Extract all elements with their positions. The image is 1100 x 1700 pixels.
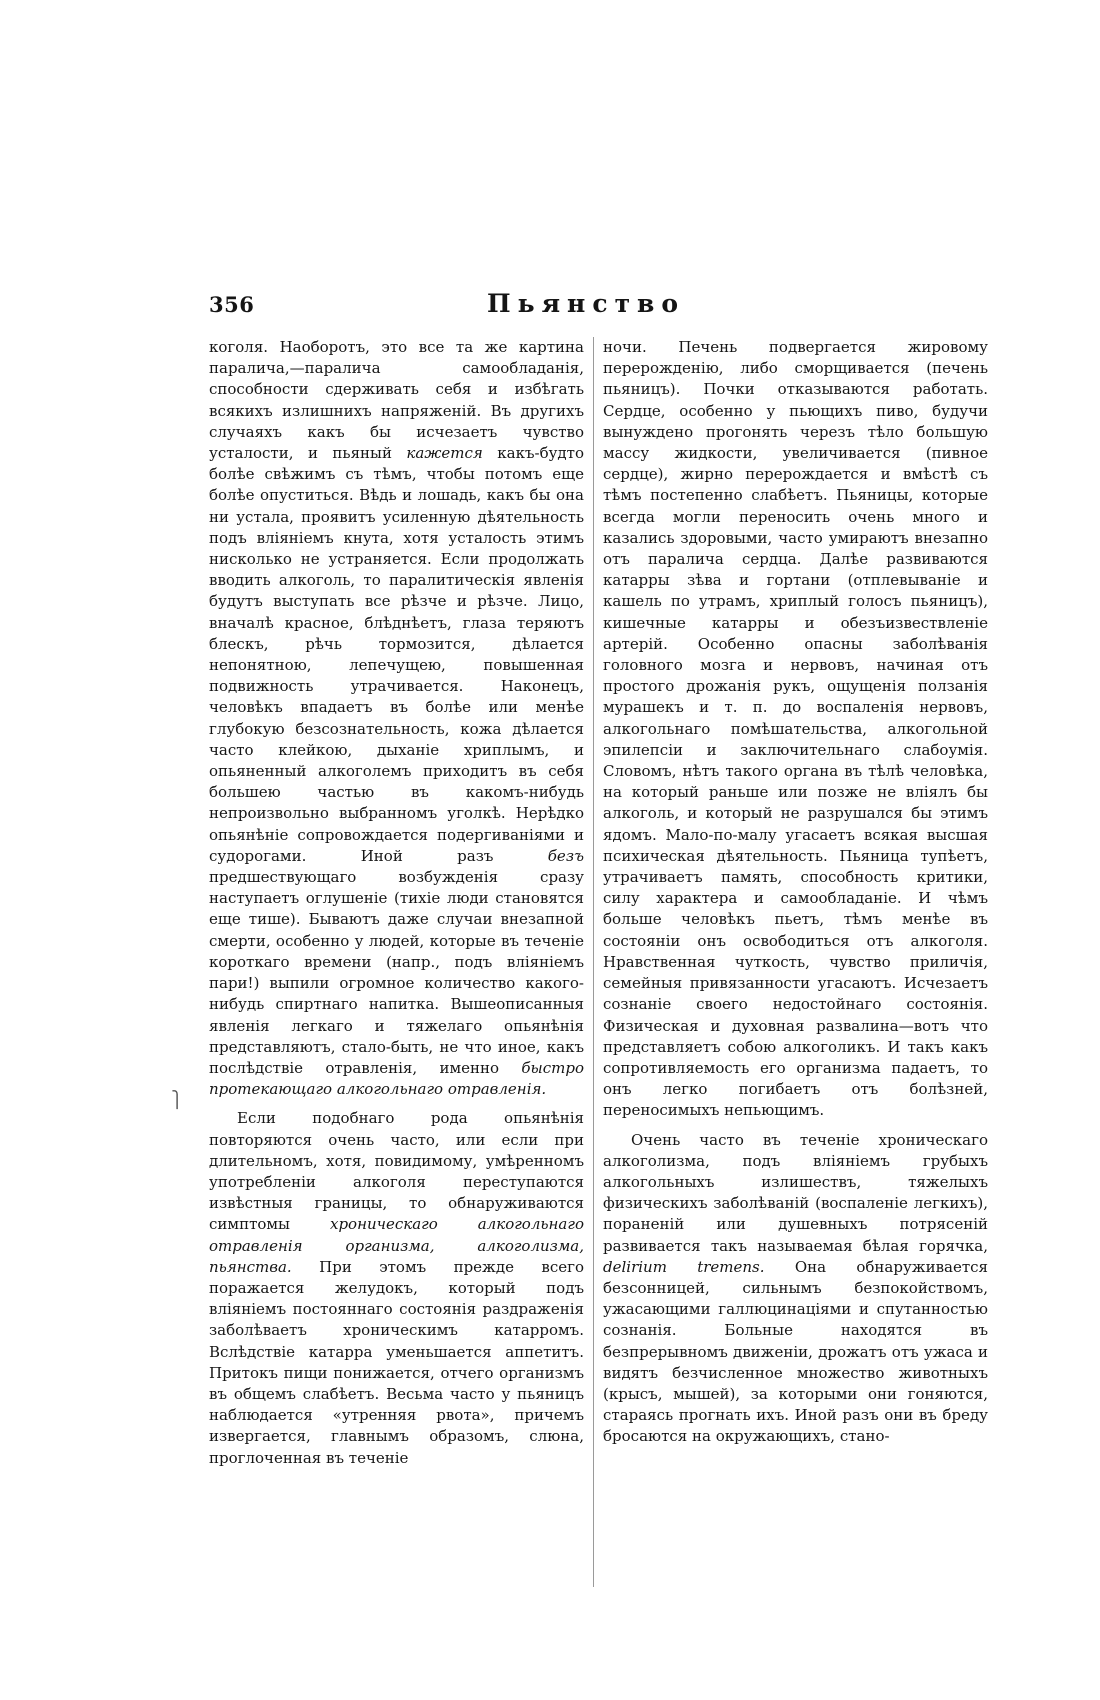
text-run: Если подобнаго рода опьянѣнія повторяются очень часто, или если при длительномъ, хотя, повидимому, умѣренномъ употребленіи алкоголя переступаются извѣстныя границы, то обнаруживаются симптомы [209,1109,584,1234]
italic-emphasis: delirium tremens. [603,1257,765,1276]
right-column [603,337,988,1448]
text-run: Она обнаруживается безсонницей, сильнымъ безпокойствомъ, ужасающими галлюцинаціями и спутанностью сознанія. Больные находятся въ безпрерывномъ движеніи, дрожатъ отъ ужаса и видятъ безчисленное множество животныхъ (крысъ, мышей), за которыми они гоняются, стараясь прогнать ихъ. Иной разъ они въ бреду бросаются на окружающихъ, стано- [603,1257,988,1446]
left-column [209,337,584,1469]
italic-emphasis: кажется [406,444,483,463]
running-title: Пьянство [487,289,686,318]
paragraph [209,1108,584,1468]
text-run: предшествующаго возбужденія сразу наступаетъ оглушеніе (тихіе люди становятся еще тише). Бываютъ даже случаи внезапной смерти, особенно у людей, которые въ теченіе короткаго времени (напр., подъ вліяніемъ пари!) выпили огромное количество какого-нибудь спиртнаго напитка. Вышеописанныя явленія легкаго и тяжелаго опьянѣнія представляютъ, стало-быть, не что иное, какъ послѣдствіе отравленія, именно [209,868,584,1077]
page-number: 356 [209,292,255,317]
paragraph: ночи. Печень подвергается жировому перерожденію, либо сморщивается (печень пьяницъ). Почки отказываются работать. Сердце, особенно у пьющихъ пиво, будучи вынуждено прогонять черезъ тѣло большую массу жидкости, увеличивается (пивное сердце), жирно перерождается и вмѣстѣ съ тѣмъ постепенно слабѣетъ. Пьяницы, которые всегда могли переносить очень много и казались здоровыми, часто умираютъ внезапно отъ паралича сердца. Далѣе развиваются катарры зѣва и гортани (отплевываніе и кашель по утрамъ, хриплый голосъ пьяницъ), кишечные катарры и обезъизвествленіе артерій. Особенно опасны заболѣванія головного мозга и нервовъ, начиная отъ простого дрожанія рукъ, ощущенія ползанія мурашекъ и т. п. до воспаленія нервовъ, алкогольнаго помѣшательства, алкогольной эпилепсіи и заключительнаго слабоумія. Словомъ, нѣтъ такого органа въ тѣлѣ человѣка, на который раньше или позже не вліялъ бы алкоголь, и который не разрушался бы этимъ ядомъ. Мало-по-малу угасаетъ всякая высшая психическая дѣятельность. Пьяница тупѣетъ, утрачиваетъ память, способность критики, силу характера и самообладаніе. И чѣмъ больше человѣкъ пьетъ, тѣмъ менѣе въ состояніи онъ освободиться отъ алкоголя. Нравственная чуткость, чувство приличія, семейныя привязанности угасаютъ. Исчезаетъ сознаніе своего недостойнаго состоянія. Физическая и духовная развалина—вотъ что представляетъ собою алкоголикъ. И такъ какъ сопротивляемость его организма падаетъ, то онъ легко погибаетъ отъ болѣзней, переносимыхъ непьющимъ. [603,338,988,1120]
italic-emphasis: быстро протекающаго алкогольнаго отравленія. [209,1058,584,1099]
italic-emphasis: безъ [547,846,584,865]
margin-bracket-mark: ⎫ [171,1090,183,1109]
text-run: Очень часто въ теченіе хроническаго алкоголизма, подъ вліяніемъ грубыхъ алкогольныхъ излишествъ, тяжелыхъ физическихъ заболѣваній (воспаленіе легкихъ), пораненій или душевныхъ потрясеній развивается такъ называемая бѣлая горячка, [603,1130,988,1255]
text-run: какъ-будто болѣе свѣжимъ съ тѣмъ, чтобы потомъ еще болѣе опуститься. Вѣдь и лошадь, какъ бы она ни устала, проявитъ усиленную дѣятельность подъ вліяніемъ кнута, хотя усталость этимъ нисколько не устраняется. Если продолжать вводить алкоголь, то паралитическія явленія будутъ выступать все рѣзче и рѣзче. Лицо, вначалѣ красное, блѣднѣетъ, глаза теряютъ блескъ, рѣчь тормозится, дѣлается непонятною, лепечущею, повышенная подвижность утрачивается. Наконецъ, человѣкъ впадаетъ въ болѣе или менѣе глубокую безсознательность, кожа дѣлается часто клейкою, дыханіе хриплымъ, и опьяненный алкоголемъ приходитъ въ себя большею частью въ какомъ-нибудь непроизвольно выбранномъ уголкѣ. Нерѣдко опьянѣніе сопровождается подергиваніями и судорогами. Иной разъ [209,444,584,865]
column-divider [593,337,594,1587]
paragraph [209,337,584,1100]
paragraph [603,1130,988,1448]
text-run: При этомъ прежде всего поражается желудокъ, который подъ вліяніемъ постояннаго состоянія раздраженія заболѣваетъ хроническимъ катарромъ. Вслѣдствіе катарра уменьшается аппетитъ. Притокъ пищи понижается, отчего организмъ въ общемъ слабѣетъ. Весьма часто у пьяницъ наблюдается «утренняя рвота», причемъ извергается, главнымъ образомъ, слюна, проглоченная въ теченіе [209,1257,584,1467]
italic-emphasis: хроническаго алкогольнаго отравленія организма, алкоголизма, пьянства. [209,1215,584,1276]
text-run: коголя. Наоборотъ, это все та же картина паралича,—паралича самообладанія, способности сдерживать себя и избѣгать всякихъ излишнихъ напряженій. Въ другихъ случаяхъ какъ бы исчезаетъ чувство усталости, и пьяный [209,338,584,463]
